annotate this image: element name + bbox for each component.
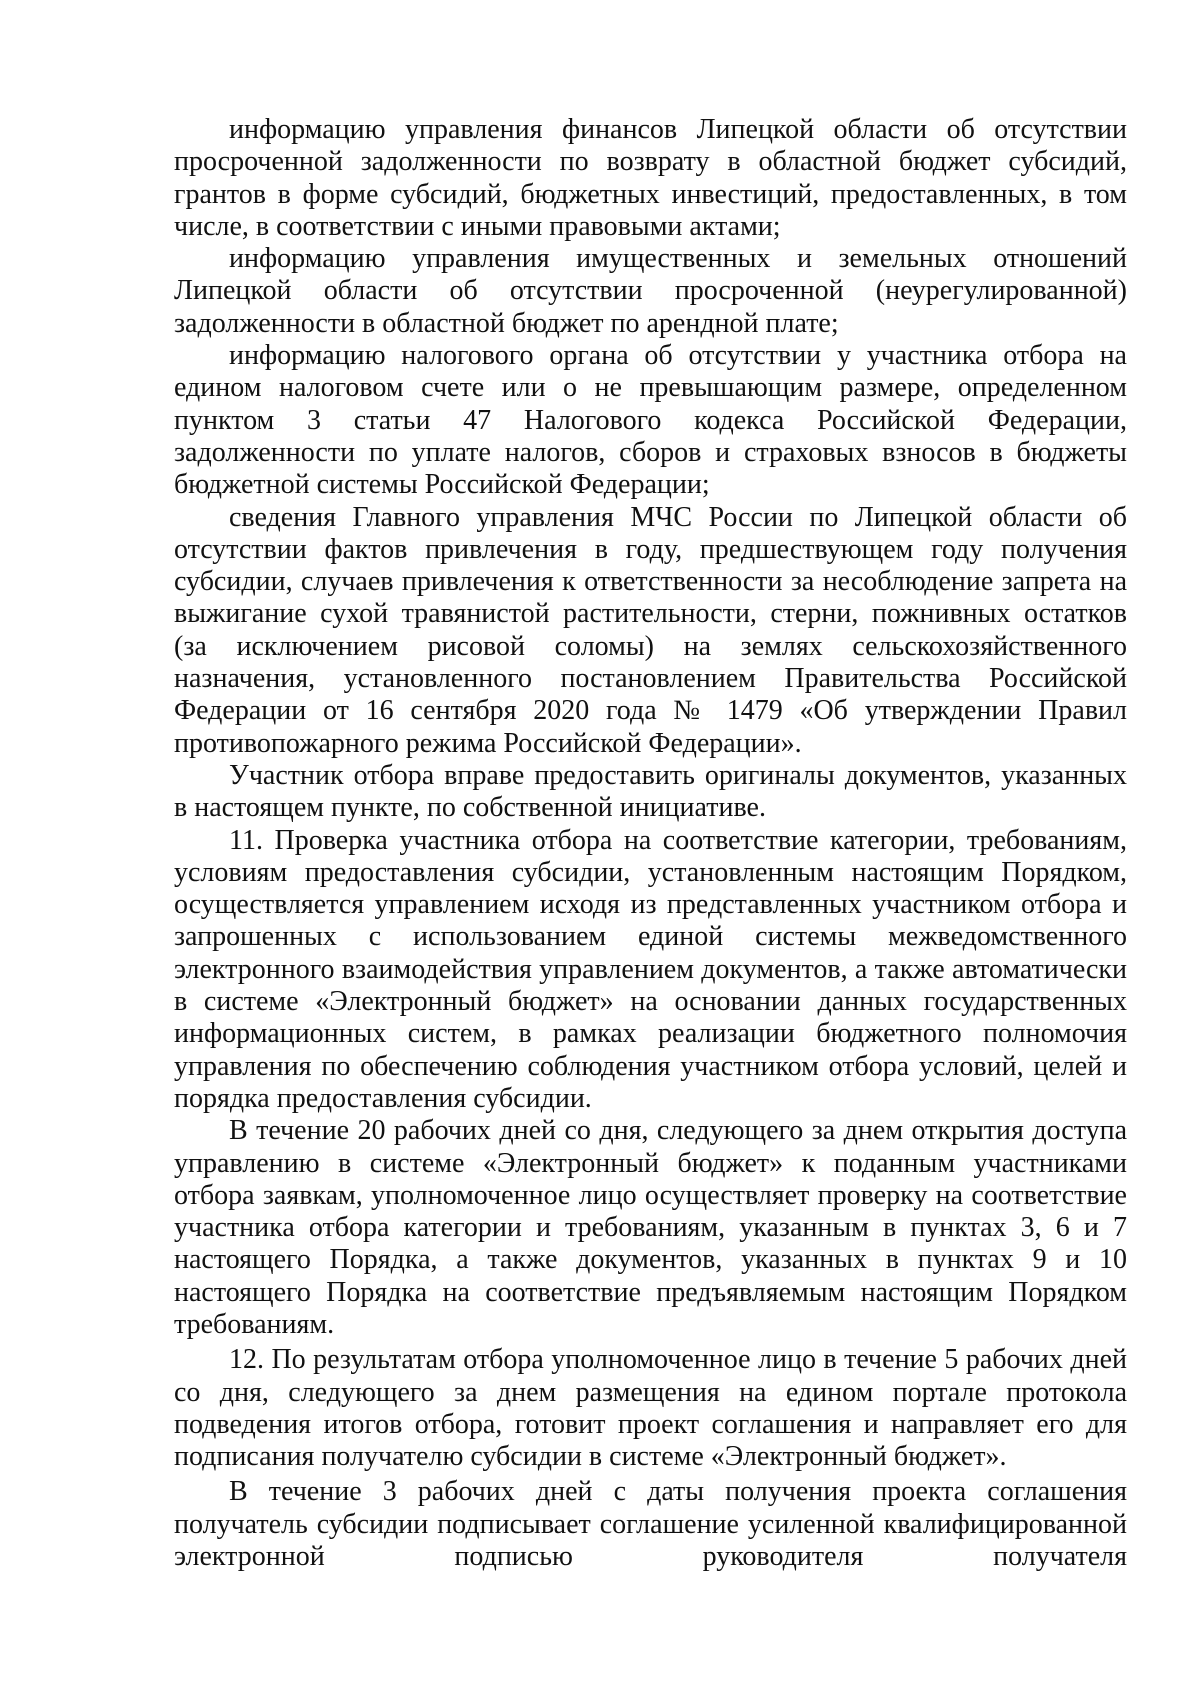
paragraph-item-12: 12. По результатам отбора уполномоченное лицо в течение 5 рабочих дней со дня, следующего за днем размещения на едином портале протокола подведения итогов отбора, готовит проект соглашения и направляет его для подписания получателю субсидии в системе «Электронный бюджет». [174,1344,1127,1473]
paragraph-item-11: 11. Проверка участника отбора на соответствие категории, требованиям, условиям предоставления субсидии, установленным настоящим Порядком, осуществляется управлением исходя из представленных участником отбора и запрошенных с использованием единой системы межведомственного электронного взаимодействия управлением документов, а также автоматически в системе «Электронный бюджет» на основании данных государственных информационных систем, в рамках реализации бюджетного полномочия управления по обеспечению соблюдения участником отбора условий, целей и порядка предоставления субсидии. [174,824,1127,1114]
paragraph-property-info: информацию управления имущественных и земельных отношений Липецкой области об отсутствии просроченной (неурегулированной) задолженности в областной бюджет по арендной плате; [174,243,1127,339]
paragraph-3-days: В течение 3 рабочих дней с даты получения проекта соглашения получатель субсидии подписывает соглашение усиленной квалифицированной электронной подписью руководителя получателя [174,1476,1127,1573]
document-body [174,114,1127,1573]
paragraph-originals: Участник отбора вправе предоставить оригиналы документов, указанных в настоящем пункте, по собственной инициативе. [174,759,1127,824]
paragraph-tax-info: информацию налогового органа об отсутствии у участника отбора на едином налоговом счете или о не превышающим размере, определенном пунктом 3 статьи 47 Налогового кодекса Российской Федерации, задолженности по уплате налогов, сборов и страховых взносов в бюджеты бюджетной системы Российской Федерации; [174,340,1127,501]
paragraph-finance-info: информацию управления финансов Липецкой области об отсутствии просроченной задолженности по возврату в областной бюджет субсидий, грантов в форме субсидий, бюджетных инвестиций, предоставленных, в том числе, в соответствии с иными правовыми актами; [174,114,1127,242]
paragraph-emergency-info: сведения Главного управления МЧС России по Липецкой области об отсутствии фактов привлечения в году, предшествующем году получения субсидии, случаев привлечения к ответственности за несоблюдение запрета на выжигание сухой травянистой растительности, стерни, пожнивных остатков (за исключением рисовой соломы) на землях сельскохозяйственного назначения, установленного постановлением Правительства Российской Федерации от 16 сентября 2020 года № 1479 «Об утверждении Правил противопожарного режима Российской Федерации». [174,501,1127,759]
paragraph-20-days: В течение 20 рабочих дней со дня, следующего за днем открытия доступа управлению в системе «Электронный бюджет» к поданным участниками отбора заявкам, уполномоченное лицо осуществляет проверку на соответствие участника отбора категории и требованиям, указанным в пунктах 3, 6 и 7 настоящего Порядка, а также документов, указанных в пунктах 9 и 10 настоящего Порядка на соответствие предъявляемым настоящим Порядком требованиям. [174,1115,1127,1340]
